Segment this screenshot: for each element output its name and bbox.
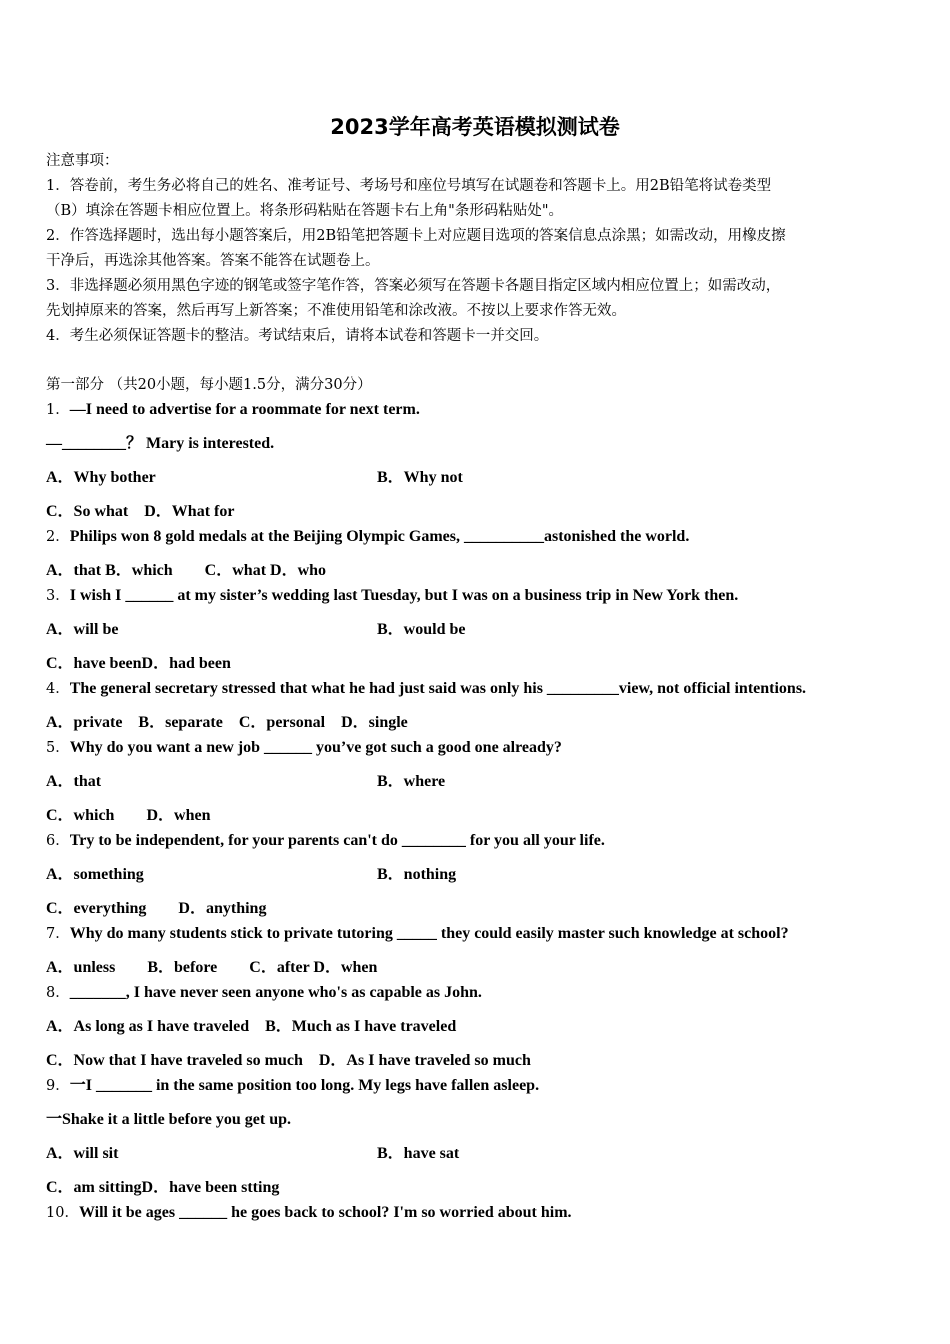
- option-row[interactable]: C．have beenD．had been: [46, 655, 231, 672]
- question-dialogue: 一Shake it a little before you get up.: [46, 1111, 292, 1128]
- question-text: Why do many students stick to private tutoring _____ they could easily master such knowledge at school?: [69, 925, 789, 942]
- option-row[interactable]: C．am sittingD．have been stting: [46, 1179, 280, 1196]
- notes-line: 3．非选择题必须用黑色字迹的钢笔或签字笔作答，答案必须写在答题卡各题目指定区域内相应位置上；如需改动，: [46, 278, 781, 294]
- option-a[interactable]: A．something: [46, 866, 144, 883]
- option-row: [46, 865, 457, 885]
- notes-line: 4．考生必须保证答题卡的整洁。考试结束后，请将本试卷和答题卡一并交回。: [46, 328, 549, 344]
- option-b[interactable]: B．nothing: [377, 866, 457, 883]
- option-row: [46, 1144, 460, 1164]
- question-number: 4．: [46, 681, 70, 697]
- option-row: [46, 468, 463, 488]
- option-a[interactable]: A．will be: [46, 621, 119, 638]
- question-stem: [46, 738, 562, 758]
- question-stem: [46, 586, 738, 606]
- question-number: 1．: [46, 402, 70, 418]
- notes-line: 2．作答选择题时，选出每小题答案后，用2B铅笔把答题卡上对应题目选项的答案信息点涂黑；如需改动，用橡皮擦: [46, 228, 786, 244]
- question-stem: [46, 679, 806, 699]
- option-b[interactable]: B．have sat: [377, 1145, 460, 1162]
- option-row[interactable]: C．So what D．What for: [46, 503, 235, 520]
- option-row: [46, 772, 446, 792]
- question-text: Try to be independent, for your parents can't do ________ for you all your life.: [69, 832, 605, 849]
- question-text: The general secretary stressed that what he had just said was only his _________view, not official intentions.: [69, 680, 807, 697]
- question-dialogue: —________？ Mary is interested.: [46, 435, 275, 452]
- option-a[interactable]: A．will sit: [46, 1145, 119, 1162]
- option-row[interactable]: C．everything D．anything: [46, 900, 267, 917]
- question-number: 9．: [46, 1078, 70, 1094]
- question-stem: [46, 831, 605, 851]
- option-row[interactable]: A．that B．which C．what D．who: [46, 562, 327, 579]
- section-heading: 第一部分 （共20小题，每小题1.5分，满分30分）: [46, 377, 372, 393]
- notes-line: 1．答卷前，考生务必将自己的姓名、准考证号、考场号和座位号填写在试题卷和答题卡上。用2B铅笔将试卷类型: [46, 178, 772, 194]
- notes-line: 干净后，再选涂其他答案。答案不能答在试题卷上。: [46, 253, 380, 269]
- option-row[interactable]: A．private B．separate C．personal D．single: [46, 714, 408, 731]
- notes-line: （B）填涂在答题卡相应位置上。将条形码粘贴在答题卡右上角"条形码粘贴处"。: [46, 203, 563, 219]
- question-stem: [46, 924, 789, 944]
- question-text: I wish I ______ at my sister’s wedding last Tuesday, but I was on a business trip in New York then.: [69, 587, 739, 604]
- question-stem: [46, 983, 482, 1003]
- question-number: 6．: [46, 833, 70, 849]
- question-number: 3．: [46, 588, 70, 604]
- option-row[interactable]: C．Now that I have traveled so much D．As I have traveled so much: [46, 1052, 531, 1069]
- question-number: 10．: [46, 1205, 79, 1221]
- question-stem: [46, 400, 420, 420]
- question-number: 5．: [46, 740, 70, 756]
- option-b[interactable]: B．where: [377, 773, 446, 790]
- option-row[interactable]: C．which D．when: [46, 807, 211, 824]
- question-text: 一I _______ in the same position too long. My legs have fallen asleep.: [69, 1077, 540, 1094]
- option-row[interactable]: A．unless B．before C．after D．when: [46, 959, 378, 976]
- option-b[interactable]: B．Why not: [377, 469, 463, 486]
- question-text: —I need to advertise for a roommate for next term.: [69, 401, 420, 418]
- option-a[interactable]: A．that: [46, 773, 102, 790]
- page-title: 2023学年高考英语模拟测试卷: [330, 115, 620, 139]
- option-a[interactable]: A．Why bother: [46, 469, 156, 486]
- question-number: 8．: [46, 985, 70, 1001]
- question-number: 7．: [46, 926, 70, 942]
- option-row[interactable]: A．As long as I have traveled B．Much as I have traveled: [46, 1018, 457, 1035]
- notes-line: 先划掉原来的答案，然后再写上新答案；不准使用铅笔和涂改液。不按以上要求作答无效。: [46, 303, 626, 319]
- question-text: Will it be ages ______ he goes back to school? I'm so worried about him.: [78, 1204, 572, 1221]
- question-stem: [46, 527, 689, 547]
- option-b[interactable]: B．would be: [377, 621, 466, 638]
- question-text: _______, I have never seen anyone who's as capable as John.: [69, 984, 482, 1001]
- question-text: Philips won 8 gold medals at the Beijing Olympic Games, __________astonished the world.: [69, 528, 690, 545]
- question-stem: [46, 1203, 572, 1223]
- question-text: Why do you want a new job ______ you’ve got such a good one already?: [69, 739, 562, 756]
- question-stem: [46, 1076, 539, 1096]
- option-row: [46, 620, 466, 640]
- notes-heading: 注意事项：: [46, 153, 119, 169]
- question-number: 2．: [46, 529, 70, 545]
